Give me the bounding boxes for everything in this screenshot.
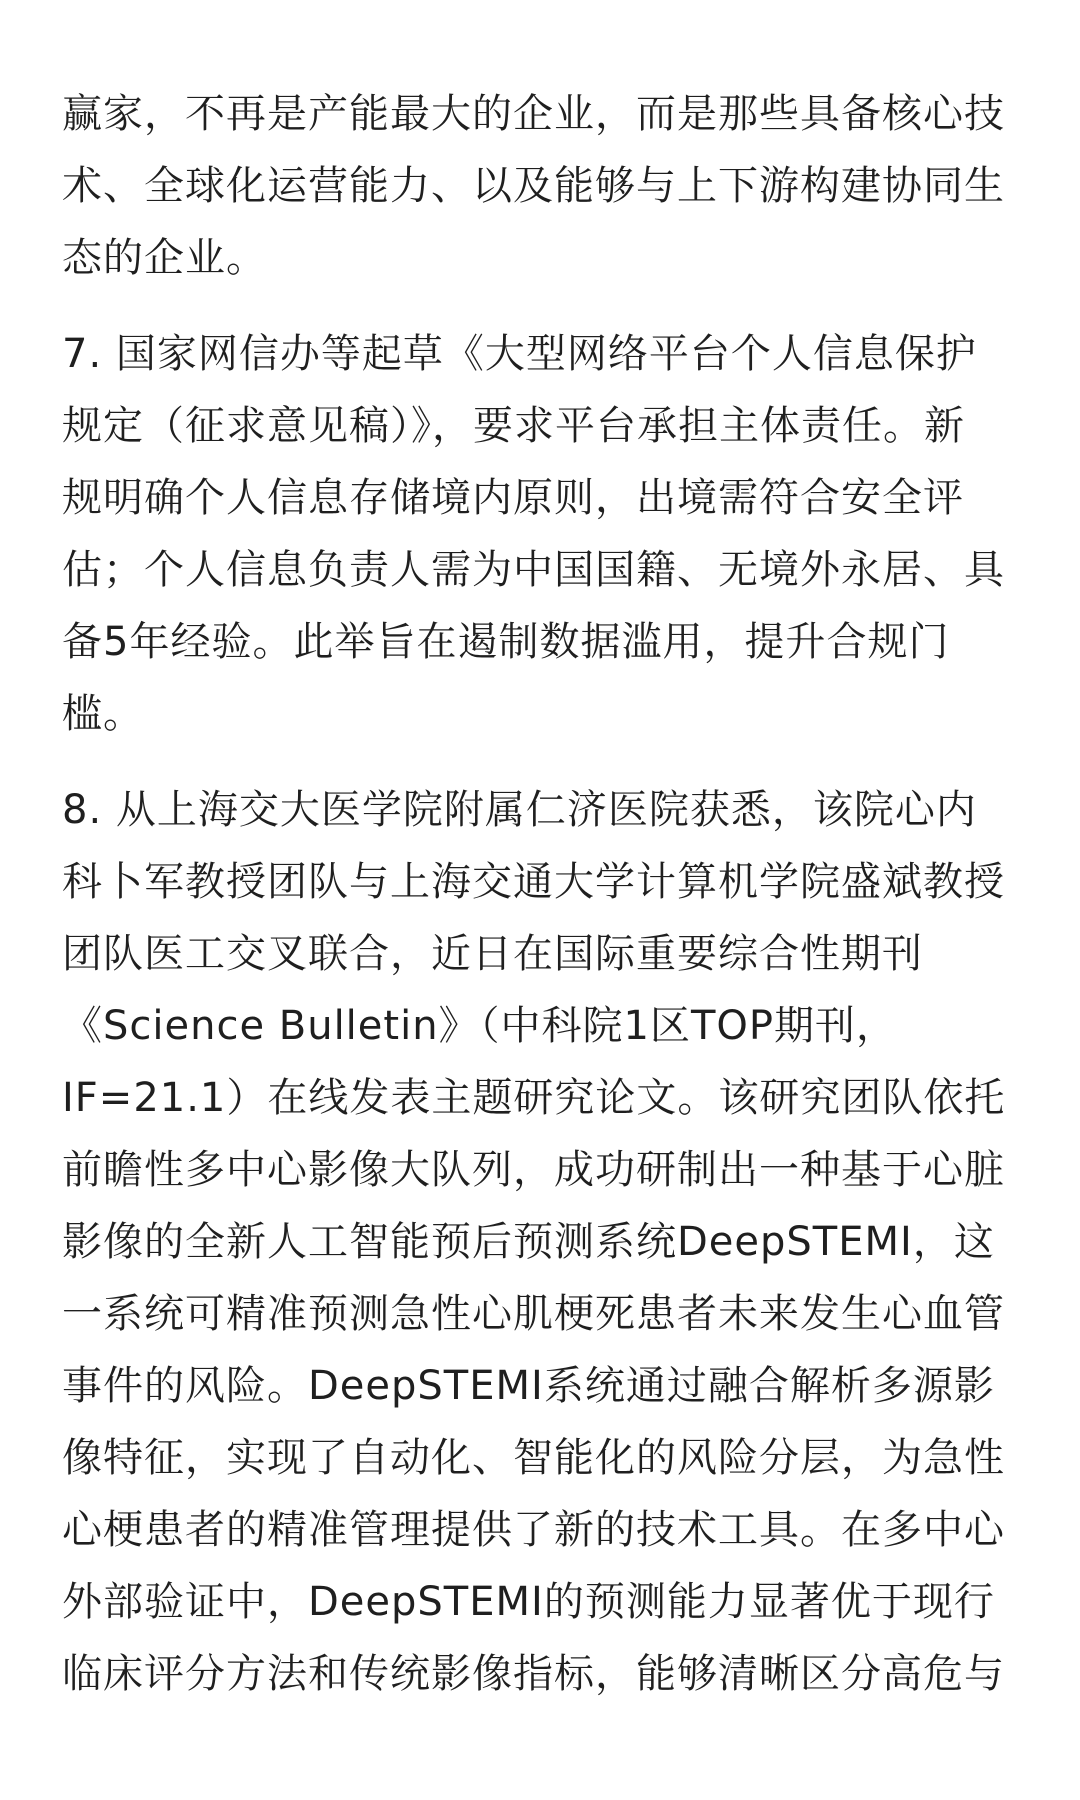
text-line: 临床评分方法和传统影像指标，能够清晰区分高危与 xyxy=(62,1651,1005,1697)
text-line: 8. 从上海交大医学院附属仁济医院获悉，该院心内 xyxy=(62,787,977,833)
text-line: 前瞻性多中心影像大队列，成功研制出一种基于心脏 xyxy=(62,1147,1005,1193)
text-line: 规明确个人信息存储境内原则，出境需符合安全评 xyxy=(62,475,964,521)
text-line: 《Science Bulletin》（中科院1区TOP期刊， xyxy=(62,1003,898,1049)
text-line: 像特征，实现了自动化、智能化的风险分层，为急性 xyxy=(62,1435,1005,1481)
paragraph-2 xyxy=(62,318,1032,750)
text-line: 7. 国家网信办等起草《大型网络平台个人信息保护 xyxy=(62,331,977,377)
text-line: 槛。 xyxy=(62,691,144,737)
text-line: 备5年经验。此举旨在遏制数据滥用，提升合规门 xyxy=(62,619,950,665)
text-line: 科卜军教授团队与上海交通大学计算机学院盛斌教授 xyxy=(62,859,1005,905)
paragraph-3 xyxy=(62,774,1032,1710)
text-line: 术、全球化运营能力、以及能够与上下游构建协同生 xyxy=(62,163,1005,209)
text-line: 规定（征求意见稿）》，要求平台承担主体责任。新 xyxy=(62,403,965,449)
text-line: 影像的全新人工智能预后预测系统DeepSTEMI，这 xyxy=(62,1219,995,1265)
text-line: 事件的风险。DeepSTEMI系统通过融合解析多源影 xyxy=(62,1363,995,1409)
paragraph-1 xyxy=(62,78,1032,294)
text-line: 外部验证中，DeepSTEMI的预测能力显著优于现行 xyxy=(62,1579,995,1625)
text-line: IF=21.1）在线发表主题研究论文。该研究团队依托 xyxy=(62,1075,1006,1121)
text-line: 一系统可精准预测急性心肌梗死患者未来发生心血管 xyxy=(62,1291,1005,1337)
text-line: 赢家，不再是产能最大的企业，而是那些具备核心技 xyxy=(62,91,1005,137)
text-line: 心梗患者的精准管理提供了新的技术工具。在多中心 xyxy=(62,1507,1005,1553)
text-line: 态的企业。 xyxy=(62,235,267,281)
text-line: 估；个人信息负责人需为中国国籍、无境外永居、具 xyxy=(62,547,1005,593)
text-line: 团队医工交叉联合，近日在国际重要综合性期刊 xyxy=(62,931,923,977)
article-body xyxy=(62,78,1032,1734)
